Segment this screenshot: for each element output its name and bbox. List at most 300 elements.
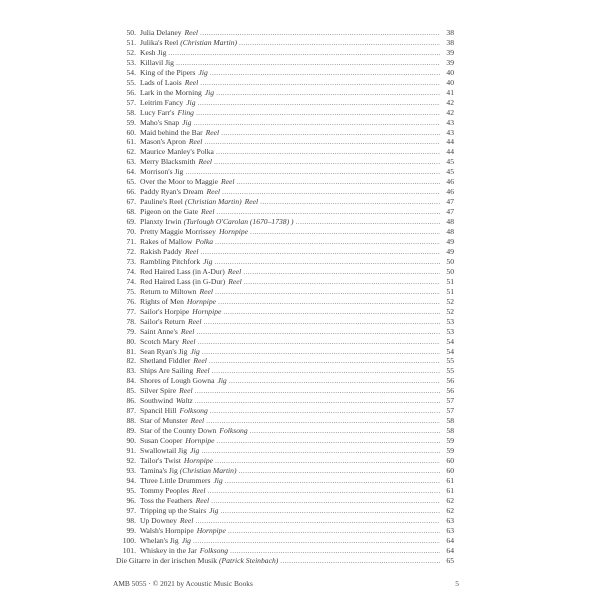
entry-composer: (Christian Martin) [180,37,238,47]
toc-entry [116,227,454,237]
toc-entry [116,436,454,446]
dot-leader [216,88,440,98]
entry-number: 76. [126,296,136,306]
entry-page-number: 63 [446,515,454,525]
entry-title: Pretty Maggie Morrissey [140,227,216,237]
entry-title: Maho's Snap [140,117,180,127]
dot-leader [214,157,440,167]
entry-title: Star of Munster [140,416,188,426]
entry-title: Killavil Jig [140,57,174,67]
toc-entry [116,516,454,526]
entry-genre: Jig [182,117,192,127]
toc-entry [116,406,454,416]
toc-entry [116,88,454,98]
page-number: 5 [455,579,459,588]
entry-number: 90. [126,436,136,446]
dot-leader [176,58,440,68]
toc-entry [116,267,454,277]
dot-leader [216,147,440,157]
entry-title: Maid behind the Bar [140,127,203,137]
toc-entry [116,317,454,327]
dot-leader [195,516,440,526]
dot-leader [210,406,440,416]
entry-page-number: 49 [446,246,454,256]
entry-genre: Reel [193,356,207,366]
entry-number: 78. [126,316,136,326]
entry-page-number: 54 [446,336,454,346]
entry-number: 88. [126,416,136,426]
entry-number: 64. [126,167,136,177]
toc-entry [116,68,454,78]
entry-title: Julika's Reel [140,37,179,47]
entry-number: 77. [126,306,136,316]
dot-leader [214,257,440,267]
entry-number: 55. [126,77,136,87]
entry-page-number: 39 [446,57,454,67]
dot-leader [220,506,440,516]
toc-entry [116,376,454,386]
entry-genre: Jig [181,535,191,545]
entry-title: Toss the Feathers [140,495,193,505]
entry-title: Over the Moor to Maggie [140,177,219,187]
entry-genre: Reel [188,137,203,147]
toc-entry [116,287,454,297]
entry-page-number: 45 [446,157,454,167]
entry-page-number: 58 [446,416,454,426]
entry-page-number: 56 [446,376,454,386]
entry-genre: Reel [198,157,212,167]
entry-genre: Folksong [219,426,248,436]
entry-composer: (Patrick Steinbach) [219,555,279,565]
toc-entry [116,147,454,157]
entry-title: Shores of Lough Gowna [140,376,215,386]
entry-number: 99. [126,525,136,535]
dot-leader [250,426,440,436]
toc-entry [116,446,454,456]
entry-number: 94. [126,475,136,485]
entry-number: 75. [126,286,136,296]
entry-title: Red Haired Lass (in A-Dur) [140,266,225,276]
dot-leader [260,197,440,207]
entry-page-number: 48 [446,227,454,237]
entry-number: 50. [126,28,136,37]
entry-composer: (Christian Martin) [179,465,237,475]
entry-number: 97. [126,505,136,515]
entry-number: 70. [126,227,136,237]
entry-page-number: 51 [446,276,454,286]
toc-entry [116,58,454,68]
entry-title: Tamina's Jig [140,465,178,475]
entry-genre: Reel [195,495,210,505]
entry-page-number: 50 [446,266,454,276]
entry-title: Rakes of Mallow [140,237,193,247]
dot-leader [193,118,440,128]
entry-page-number: 59 [446,436,454,446]
dot-leader [244,277,440,287]
entry-title: Star of the County Down [140,426,217,436]
entry-genre: Hornpipe [192,306,222,316]
entry-title: Paddy Ryan's Dream [140,187,204,197]
entry-number: 74. [126,266,136,276]
entry-number: 82. [126,356,136,366]
entry-genre: Jig [217,376,227,386]
entry-page-number: 60 [446,455,454,465]
entry-page-number: 63 [446,525,454,535]
entry-title: Julia Delaney [140,28,182,37]
entry-page-number: 58 [446,426,454,436]
entry-page-number: 64 [446,535,454,545]
toc-entry [116,297,454,307]
entry-genre: Reel [184,77,199,87]
entry-title: Sean Ryan's Jig [140,346,188,356]
entry-page-number: 61 [446,485,454,495]
entry-page-number: 39 [446,47,454,57]
entry-genre: Reel [196,366,210,376]
entry-number: 51. [126,37,136,47]
entry-page-number: 64 [446,545,454,555]
toc-entry [116,327,454,337]
entry-number: 61. [126,137,136,147]
entry-number: 101. [122,545,136,555]
toc-entry [116,337,454,347]
dot-leader [237,177,440,187]
entry-number: 100. [122,535,136,545]
dot-leader [280,556,440,566]
entry-genre: Jig [190,346,200,356]
entry-title: Red Haired Lass (in G-Dur) [140,276,226,286]
toc-entry [116,128,454,138]
entry-genre: Reel [227,266,242,276]
entry-number: 68. [126,207,136,217]
entry-page-number: 65 [446,555,454,565]
toc-entry [116,546,454,556]
entry-genre: Polka [195,237,214,247]
toc-entry [116,108,454,118]
toc-entry [116,237,454,247]
toc-entry [116,486,454,496]
entry-page-number: 59 [446,446,454,456]
dot-leader [200,247,440,257]
dot-leader [218,297,440,307]
dot-leader [228,526,440,536]
entry-page-number: 47 [446,197,454,207]
page-footer [113,579,459,588]
entry-page-number: 62 [446,505,454,515]
dot-leader [195,386,440,396]
entry-number: 73. [126,256,136,266]
toc-entry [116,197,454,207]
entry-number: 72. [126,246,136,256]
entry-page-number: 50 [446,256,454,266]
dot-leader [215,237,440,247]
toc-entry [116,526,454,536]
entry-genre: Jig [204,87,215,97]
entry-genre: Jig [198,67,208,77]
entry-title: Maurice Manley's Polka [140,147,214,157]
entry-page-number: 60 [446,465,454,475]
toc-entry [116,48,454,58]
entry-number: 59. [126,117,136,127]
entry-genre: Jig [213,475,223,485]
entry-title: Whiskey in the Jar [140,545,197,555]
toc-entry [116,118,454,128]
entry-title: Silver Spire [140,386,177,396]
dot-leader [193,536,440,546]
entry-page-number: 38 [446,37,454,47]
entry-number: 65. [126,177,136,187]
entry-number: 56. [126,87,136,97]
entry-title: Kesh Jig [140,47,167,57]
entry-genre: Hornpipe [183,455,213,465]
entry-page-number: 40 [446,77,454,87]
entry-page-number: 49 [446,237,454,247]
dot-leader [229,376,440,386]
toc-entry [116,187,454,197]
toc-entry [116,356,454,366]
entry-number: 93. [126,465,136,475]
dot-leader [250,227,440,237]
dot-leader [204,317,440,327]
entry-number: 95. [126,485,136,495]
toc-entry [116,207,454,217]
entry-title: Tailor's Twist [140,455,181,465]
toc-entry [116,157,454,167]
dot-leader [210,68,440,78]
entry-title: Pauline's Reel [140,197,183,207]
entry-page-number: 44 [446,147,454,157]
entry-title: Lads of Laois [140,77,182,87]
entry-number: 67. [126,197,136,207]
entry-number: 60. [126,127,136,137]
entry-page-number: 57 [446,396,454,406]
entry-page-number: 44 [446,137,454,147]
entry-number: 52. [126,47,136,57]
dot-leader [211,496,440,506]
entry-number: 71. [126,237,136,247]
entry-title: Up Downey [140,515,177,525]
entry-title: Shetland Fiddler [140,356,191,366]
entry-title: Pigeon on the Gate [140,207,198,217]
footer-copyright: AMB 5055 · © 2021 by Acoustic Music Books [113,579,253,588]
entry-title: Ships Are Sailing [140,366,194,376]
entry-title: Return to Miltown [140,286,197,296]
entry-page-number: 55 [446,366,454,376]
entry-page-number: 61 [446,475,454,485]
toc-entry [116,98,454,108]
entry-title: Die Gitarre in der irischen Musik [116,555,218,565]
toc-entry [116,536,454,546]
toc-entry [116,38,454,48]
dot-leader [202,347,440,357]
entry-number: 66. [126,187,136,197]
entry-page-number: 48 [446,217,454,227]
entry-title: Merry Blacksmith [140,157,196,167]
entry-title: Swallowtail Jig [140,446,188,456]
entry-title: Sailor's Horpipe [140,306,190,316]
entry-genre: Reel [179,386,193,396]
toc-entry [116,28,454,38]
entry-page-number: 45 [446,167,454,177]
entry-composer: (Christian Martin) [184,197,242,207]
toc-entry [116,137,454,147]
entry-genre: Reel [228,276,242,286]
dot-leader [208,486,440,496]
dot-leader [212,366,440,376]
dot-leader [221,128,440,138]
entry-genre: Jig [203,256,213,266]
entry-number: 98. [126,515,136,525]
entry-genre: Folksong [179,406,208,416]
entry-page-number: 42 [446,97,454,107]
dot-leader [225,476,440,486]
dot-leader [196,108,440,118]
toc-entry [116,506,454,516]
dot-leader [239,466,441,476]
entry-title: Three Little Drummers [140,475,211,485]
dot-leader [217,207,441,217]
entry-page-number: 46 [446,177,454,187]
table-of-contents [116,28,454,565]
entry-title: Southwind [140,396,173,406]
toc-entry [116,496,454,506]
dot-leader [185,167,440,177]
entry-title: Saint Anne's [140,326,178,336]
entry-number: 63. [126,157,136,167]
entry-title: Mason's Apron [140,137,186,147]
entry-genre: Hornpipe [218,227,249,237]
entry-title: Rambling Pitchfork [140,256,201,266]
entry-title: Rakish Paddy [140,246,182,256]
entry-genre: Hornpipe [185,436,215,446]
toc-entry [116,476,454,486]
dot-leader [200,78,440,88]
entry-number: 81. [126,346,136,356]
dot-leader [168,48,440,58]
entry-number: 80. [126,336,136,346]
toc-entry [116,456,454,466]
dot-leader [217,436,440,446]
entry-page-number: 55 [446,356,454,366]
entry-number: 86. [126,396,136,406]
entry-genre: Reel [184,246,199,256]
toc-entry [116,78,454,88]
entry-page-number: 52 [446,306,454,316]
entry-title: Planxty Irwin [140,217,182,227]
entry-title: Susan Cooper [140,436,183,446]
entry-number: 62. [126,147,136,157]
entry-page-number: 51 [446,286,454,296]
toc-entry [116,177,454,187]
dot-leader [195,396,440,406]
toc-entry [116,396,454,406]
entry-number: 58. [126,107,136,117]
entry-number: 53. [126,57,136,67]
entry-genre: Reel [180,326,195,336]
entry-title: Whelan's Jig [140,535,179,545]
dot-leader [223,307,440,317]
entry-title: Rights of Men [140,296,184,306]
entry-number: 89. [126,426,136,436]
entry-page-number: 42 [446,107,454,117]
dot-leader [215,456,440,466]
dot-leader [196,327,440,337]
dot-leader [243,267,440,277]
entry-page-number: 46 [446,187,454,197]
entry-title: Spancil Hill [140,406,177,416]
toc-entry [116,416,454,426]
entry-genre: Reel [201,207,215,217]
entry-genre: Jig [209,505,219,515]
dot-leader [198,98,440,108]
entry-genre: Reel [188,316,202,326]
entry-page-number: 62 [446,495,454,505]
entry-genre: Reel [221,177,235,187]
entry-number: 92. [126,455,136,465]
entry-genre: Waltz [175,396,193,406]
entry-page-number: 47 [446,207,454,217]
toc-entry [116,217,454,227]
entry-page-number: 38 [446,28,454,37]
entry-genre: Reel [199,286,214,296]
toc-entry [116,347,454,357]
entry-page-number: 43 [446,117,454,127]
entry-genre: Jig [186,97,196,107]
toc-entry [116,307,454,317]
entry-genre: Fling [177,107,194,117]
entry-title: Tommy Peoples [140,485,190,495]
entry-number: 84. [126,376,136,386]
entry-genre: Reel [244,197,259,207]
entry-page-number: 54 [446,346,454,356]
entry-title: Scotch Mary [140,336,180,346]
entry-number: 57. [126,97,136,107]
toc-entry [116,466,454,476]
toc-entry [116,277,454,287]
entry-number: 54. [126,67,136,77]
entry-title: Lark in the Morning [140,87,202,97]
entry-genre: Reel [190,416,205,426]
toc-entry [116,426,454,436]
dot-leader [204,137,440,147]
toc-entry [116,167,454,177]
toc-entry [116,247,454,257]
entry-page-number: 53 [446,326,454,336]
entry-page-number: 41 [446,87,454,97]
entry-page-number: 57 [446,406,454,416]
entry-title: Walsh's Hornpipe [140,525,194,535]
entry-number: 74. [126,276,136,286]
entry-page-number: 52 [446,296,454,306]
toc-entry [116,366,454,376]
entry-title: Morrison's Jig [140,167,184,177]
entry-genre: Reel [182,336,196,346]
entry-number: 83. [126,366,136,376]
dot-leader [200,28,440,38]
toc-entry [116,556,454,566]
entry-number: 69. [126,217,136,227]
entry-composer: (Turlough O'Carolan (1670–1738) ) [183,217,294,227]
dot-leader [198,337,440,347]
toc-entry [116,386,454,396]
entry-page-number: 40 [446,67,454,77]
entry-number: 87. [126,406,136,416]
entry-genre: Reel [206,187,220,197]
entry-genre: Reel [179,515,194,525]
entry-title: Lucy Farr's [140,107,175,117]
entry-genre: Reel [192,485,206,495]
entry-genre: Hornpipe [186,296,216,306]
entry-page-number: 56 [446,386,454,396]
